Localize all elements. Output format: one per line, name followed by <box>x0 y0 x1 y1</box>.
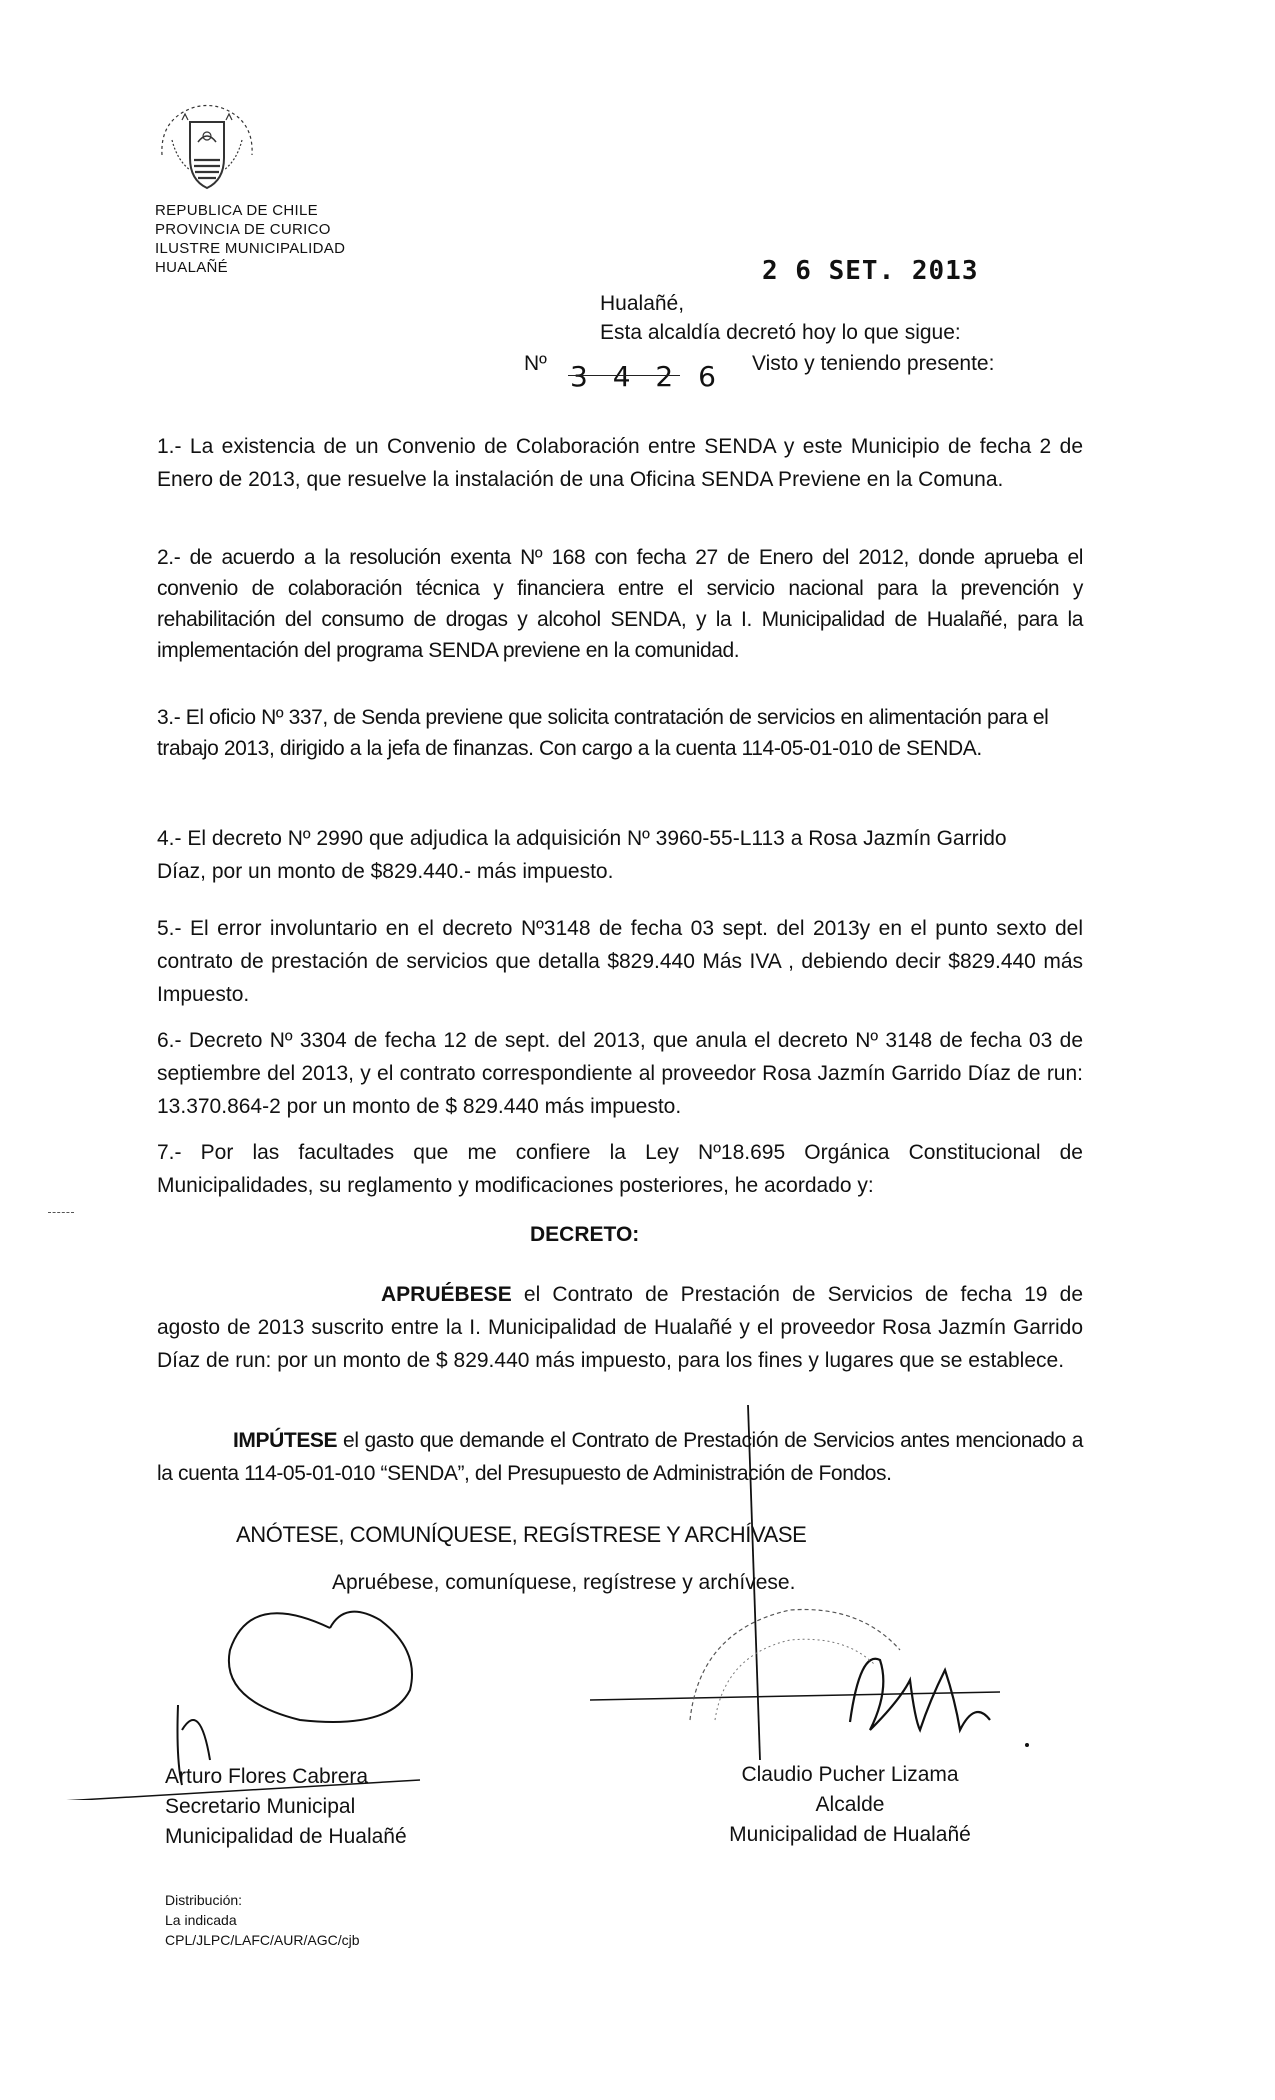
consideration-6: 6.- Decreto Nº 3304 de fecha 12 de sept. del 2013, que anula el decreto Nº 3148 de fecha 03 de septiembre del 2013, y el contrato correspondiente al proveedor Rosa Jazmín Garrido Díaz de run: 13.370.864-2 por un monto de $ 829.440 más impuesto. <box>157 1029 1083 1118</box>
left-signatory-org: Municipalidad de Hualañé <box>165 1825 407 1848</box>
consideration-4: 4.- El decreto Nº 2990 que adjudica la adquisición Nº 3960-55-L113 a Rosa Jazmín Garrido Díaz, por un monto de $829.440.- más impuesto. <box>157 827 1007 883</box>
consideration-3: 3.- El oficio Nº 337, de Senda previene que solicita contratación de servicios en alimentación para el trabajo 2013, dirigido a la jefa de finanzas. Con cargo a la cuenta 114-05-01-010 de SENDA. <box>157 706 1049 760</box>
apruebese-text: el Contrato de Prestación de Servicios de fecha 19 de agosto de 2013 suscrito entre la I. Municipalidad de Hualañé y el proveedor Rosa Jazmín Garrido Díaz de run: por un monto de $ 829.440 más impuesto, para los fines y lugares que se establece. <box>157 1283 1083 1372</box>
distribution-block <box>165 1890 360 1950</box>
left-signatory-title: Secretario Municipal <box>165 1795 356 1818</box>
place: Hualañé, <box>600 292 685 315</box>
distribution-line-2: CPL/JLPC/LAFC/AUR/AGC/cjb <box>165 1932 360 1948</box>
imputese-word: IMPÚTESE <box>233 1429 338 1452</box>
decree-number: 3 4 2 6 <box>570 360 724 393</box>
issuer-header <box>155 201 455 277</box>
header-line-municipality: ILUSTRE MUNICIPALIDAD <box>155 240 346 257</box>
header-line-city: HUALAÑÉ <box>155 259 228 276</box>
left-signature <box>229 1612 412 1722</box>
consideration-7: 7.- Por las facultades que me confiere la Ley Nº18.695 Orgánica Constitucional de Municipalidades, su reglamento y modificaciones posteriores, he acordado y: <box>157 1141 1083 1197</box>
left-signatory-name: Arturo Flores Cabrera <box>165 1765 369 1788</box>
right-signatory-title: Alcalde <box>815 1793 885 1816</box>
left-signatory <box>165 1762 407 1852</box>
decree-number-label: Nº <box>524 352 547 375</box>
intro-line: Esta alcaldía decretó hoy lo que sigue: <box>600 321 961 344</box>
apruebese-paragraph <box>157 1278 1083 1377</box>
right-signatory-name: Claudio Pucher Lizama <box>741 1763 959 1786</box>
right-signature <box>590 1692 1000 1700</box>
decreto-title: DECRETO: <box>530 1223 640 1246</box>
municipal-seal <box>152 100 262 200</box>
official-stamp <box>690 1610 900 1721</box>
visto-line: Visto y teniendo presente: <box>752 352 995 375</box>
signature-marks <box>0 1400 1275 1800</box>
header-line-country: REPUBLICA DE CHILE <box>155 202 318 219</box>
number-underline <box>568 375 680 376</box>
closing-upper: ANÓTESE, COMUNÍQUESE, REGÍSTRESE Y ARCHÍVASE <box>236 1522 807 1547</box>
apruebese-word: APRUÉBESE <box>381 1283 512 1306</box>
distribution-line-1: La indicada <box>165 1912 237 1928</box>
date-stamp: 2 6 SET. 2013 <box>762 256 979 286</box>
right-signatory-org: Municipalidad de Hualañé <box>729 1823 971 1846</box>
vertical-stroke <box>748 1405 760 1760</box>
header-line-province: PROVINCIA DE CURICO <box>155 221 331 238</box>
imputese-text: el gasto que demande el Contrato de Prestación de Servicios antes mencionado a la cuenta 114-05-01-010 “SENDA”, del Presupuesto de Administración de Fondos. <box>157 1429 1083 1485</box>
consideration-2: 2.- de acuerdo a la resolución exenta Nº 168 con fecha 27 de Enero del 2012, donde aprueba el convenio de colaboración técnica y financiera entre el servicio nacional para la prevención y rehabilitación del consumo de drogas y alcohol SENDA, y la I. Municipalidad de Hualañé, para la implementación del programa SENDA previene en la comunidad. <box>157 546 1083 662</box>
consideration-1: 1.- La existencia de un Convenio de Colaboración entre SENDA y este Municipio de fecha 2 de Enero de 2013, que resuelve la instalación de una Oficina SENDA Previene en la Comuna. <box>157 435 1083 491</box>
margin-mark <box>48 1212 74 1213</box>
closing-lower: Apruébese, comuníquese, regístrese y archívese. <box>332 1571 796 1594</box>
consideration-5: 5.- El error involuntario en el decreto Nº3148 de fecha 03 sept. del 2013y en el punto sexto del contrato de prestación de servicios que detalla $829.440 Más IVA , debiendo decir $829.440 más Impuesto. <box>157 917 1083 1006</box>
distribution-label: Distribución: <box>165 1892 243 1908</box>
right-signatory <box>690 1760 1010 1850</box>
